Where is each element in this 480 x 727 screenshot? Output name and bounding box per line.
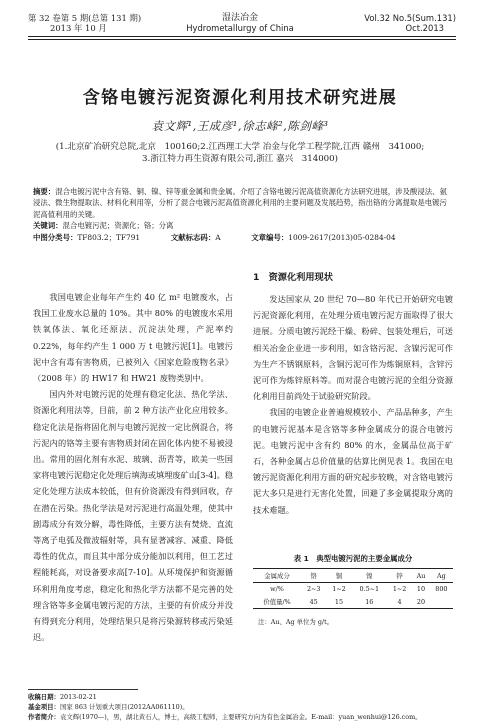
abstract-text: 混合电镀污泥中含有铬、铜、镍、锌等重金属和贵金属。介绍了含铬电镀污泥高值资源化方法研究进展，涉及酸浸法、氨浸法、微生物提取法、材料化利用等，分析了混合电镀污泥高值资源化利用的主要问题及发展趋势，指出铬的分离提取是电镀污泥高值利用的关键。 [33, 187, 447, 219]
keywords [33, 220, 173, 231]
author-list: 袁文辉¹,王成彦¹,徐志峰²,陈剑峰³ [151, 119, 329, 133]
table-cell: 1~2 [332, 585, 346, 593]
table-cell: 15 [326, 595, 351, 609]
table-cell: 16 [352, 595, 387, 609]
affiliation-line-2: 3.浙江特力再生资源有限公司,浙江 嘉兴 314000) [142, 154, 338, 164]
table-cell: 45 [301, 595, 326, 609]
left-column [33, 289, 233, 645]
table-header-cell: 镍 [352, 569, 387, 583]
header-date-cn: 2013 年 10 月 [50, 23, 107, 33]
fund-info [28, 702, 458, 712]
table-header-cell: 铜 [326, 569, 351, 583]
header-rule-thick [28, 36, 456, 37]
table-cell: 4 [387, 595, 412, 609]
header-volume-en: Vol.32 No.5(Sum.131) [364, 13, 456, 23]
right-paragraph-2: 我国的电镀企业普遍规模较小、产品品种多，产生的电镀污泥基本是含铬等多种金属成分的混合电镀污泥。电镀污泥中含有约 80% 的水，金属品位高于矿石，各种金属占总价值量的估算比例见表 1。我国在电镀污泥资源化利用方面的研究起步较晚，对含铬电镀污泥大多只是进行无害化处置，回避了多金属提取分离的技术难题。 [253, 407, 453, 515]
table-header-cell: Au [412, 569, 430, 583]
fund-value: 国家 863 计划重大项目(2012AA061110)。 [59, 703, 189, 711]
table-caption: 表 1 典型电镀污泥的主要金属成分 [293, 554, 413, 563]
table-cell: 价值量/% [253, 595, 301, 609]
section-heading: 1 资源化利用现状 [253, 272, 333, 283]
left-paragraph-1: 我国电镀企业每年产生约 40 亿 m² 电镀废水，占我国工业废水总量的 10%。其中 80% 的电镀废水采用铁氧体法、氧化还原法、沉淀法处理，产泥率约 0.22%，每年约产生 1 000 万 t 电镀污泥[1]。电镀污泥中含有毒有害物质，已被列入《国家危险废物名录》（2008 年）的 HW17 和 HW21 废物类别中。 [33, 292, 233, 384]
header-volume-cn: 第 32 卷第 5 期(总第 131 期) [28, 13, 142, 23]
table-header-cell: 锌 [387, 569, 412, 583]
received-label: 收稿日期： [28, 693, 60, 701]
abstract [33, 186, 448, 220]
table-header-cell: 铬 [301, 569, 326, 583]
article-title: 含铬电镀污泥资源化利用技术研究进展 [82, 88, 398, 108]
abstract-label: 摘要： [33, 187, 56, 196]
keywords-text: 混合电镀污泥；资源化；铬；分离 [62, 221, 174, 230]
table-row [253, 583, 453, 596]
header-journal-cn: 湿法冶金 [221, 13, 258, 23]
table-header-row [253, 569, 453, 583]
left-paragraph-2: 国内外对电镀污泥的处理有稳定化法、热化学法、资源化利用法等，目前，前 2 种方法产业化应用较多。稳定化法是指将固化剂与电镀污泥按一定比例混合，将污泥内的铬等主要有害物质封闭在固化体内使不易被浸出。常用的固化剂有水泥、玻璃、沥青等，欧美一些国家将电镀污泥稳定化处理后填海或填埋废矿山[3-4]。稳定化处理方法成本较低，但有价资源没有得到回收，存在潜在污染。热化学法是对污泥进行高温处理，使其中剧毒成分有效分解，毒性降低，主要方法有焚烧、直流等离子电弧及微波辐射等，具有显著减容、减重、降低毒性的优点，而且其中部分成分能加以利用，但工艺过程能耗高，对设备要求高[7-10]。从环境保护和资源循环利用角度考虑，稳定化和热化学方法都不是完善的处理含铬等多金属电镀污泥的方法，主要的有价成分并没有得到充分利用，处理结果只是将污染源转移或污染延迟。 [33, 389, 233, 643]
article-number-value: 1009-2617(2013)05-0284-04 [288, 233, 396, 242]
doc-code-label: 文献标志码： [170, 233, 216, 242]
classification-line [33, 232, 448, 243]
author-bio-value: 袁文辉(1970—)，男，湖北黄石人，博士，高级工程师，主要研究方向为有色金属冶金。E-mail：yuan_wenhui@126.com。 [59, 713, 422, 721]
author-bio-label: 作者简介： [28, 713, 60, 721]
header-journal-en: Hydrometallurgy of China [186, 23, 294, 33]
metal-composition-table [253, 568, 453, 609]
keywords-label: 关键词： [33, 221, 63, 230]
table-cell: 2~3 [306, 585, 321, 593]
header-date-en: Oct.2013 [405, 23, 444, 33]
affiliation-line-1: (1.北京矿冶研究总院,北京 100160;2.江西理工大学 冶金与化学工程学院,江西 赣州 341000; [55, 142, 425, 152]
table-cell: 800 [435, 585, 448, 593]
table-cell: 0.5~1 [359, 585, 380, 593]
table-header-cell: 金属成分 [253, 569, 301, 583]
table-header-cell: Ag [430, 569, 453, 583]
table-cell [430, 595, 453, 609]
footnote-rule [28, 689, 138, 690]
header-rule-thin [28, 39, 456, 40]
table-cell: 1~2 [392, 585, 407, 593]
table-row [253, 595, 453, 609]
received-date [28, 692, 458, 702]
table-note: 注：Au、Ag 单位为 g/t。 [258, 618, 334, 626]
fund-label: 基金项目： [28, 703, 60, 711]
clc-label: 中图分类号： [33, 233, 78, 242]
doc-code-value: A [215, 233, 221, 242]
table-cell: 20 [412, 595, 430, 609]
right-column [253, 291, 453, 518]
right-paragraph-1: 发达国家从 20 世纪 70—80 年代已开始研究电镀污泥资源化利用，在处理分质电镀污泥方面取得了很大进展。分质电镀污泥经干燥、粉碎、包装处理后，可送相关冶金企业进一步利用，如含铬污泥、含镍污泥可作为生产不锈钢原料，含铜污泥可作为炼铜原料，含锌污泥可作为炼锌原料等。而对混合电镀污泥的全组分资源化利用目前尚处于试验研究阶段。 [253, 294, 453, 402]
table-cell: 10 [416, 585, 426, 593]
received-value: 2013-02-21 [59, 693, 97, 701]
article-number-label: 文章编号： [251, 233, 289, 242]
author-bio [28, 712, 458, 722]
table-cell: w/% [270, 585, 284, 593]
clc-value: TF803.2；TF791 [77, 233, 141, 242]
